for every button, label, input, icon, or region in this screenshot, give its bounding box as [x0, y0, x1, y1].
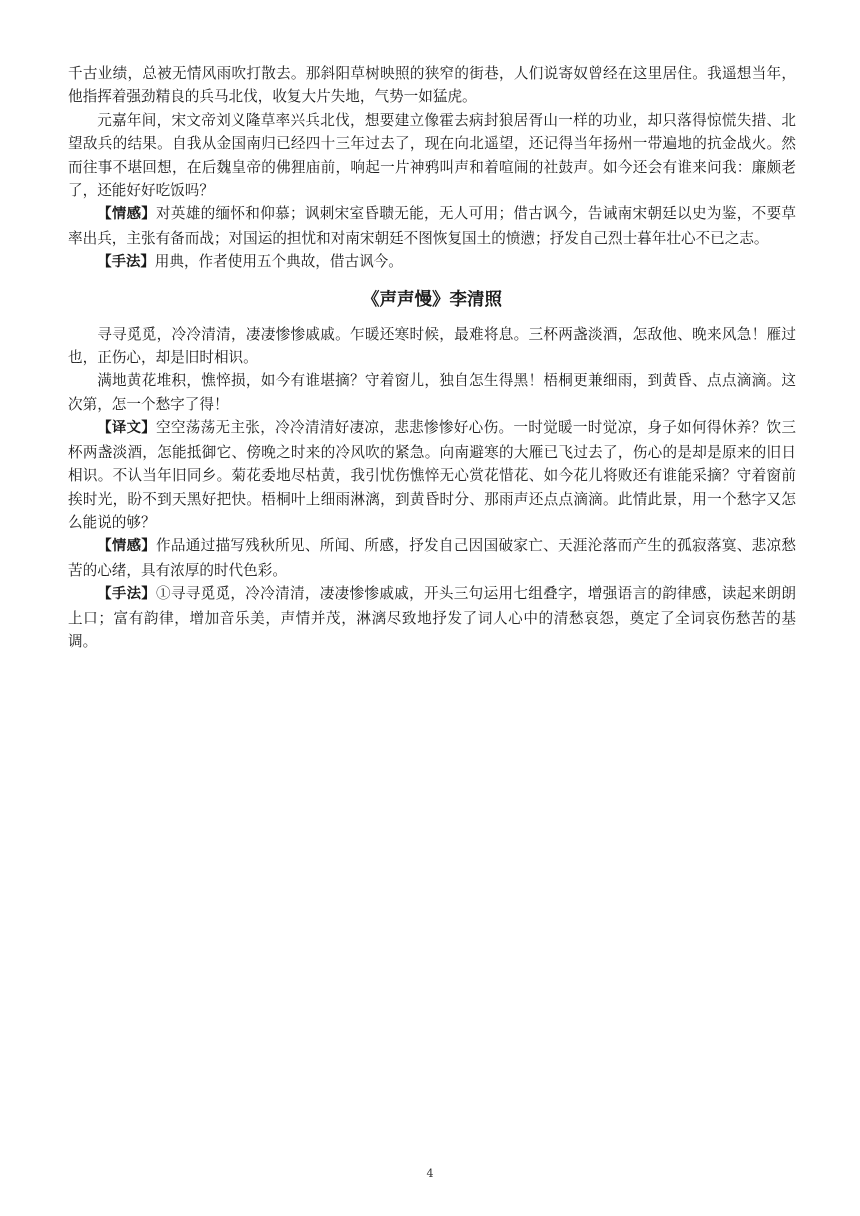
translation-paragraph: [68, 416, 796, 534]
paragraph-continued: 千古业绩，总被无情风雨吹打散去。那斜阳草树映照的狭窄的街巷，人们说寄奴曾经在这里居住。我遥想当年，他指挥着强劲精良的兵马北伐，收复大片失地，气势一如猛虎。: [68, 65, 796, 106]
technique-tag: 【手法】: [97, 586, 156, 603]
technique-paragraph-2: [68, 582, 796, 653]
technique-text: 用典，作者使用五个典故，借古讽今。: [154, 253, 403, 271]
poem-title: 《声声慢》李清照: [362, 289, 502, 310]
translation-text: 空空荡荡无主张，冷冷清清好凄凉，悲悲惨惨好心伤。一时觉暖一时觉凉，身子如何得休养？饮三杯两盏淡酒，怎能抵御它、傍晚之时来的冷风吹的紧急。向南避寒的大雁已飞过去了，伤心的是却是原来的旧日相识。不认当年旧同乡。菊花委地尽枯黄，我引忧伤憔悴无心赏花惜花、如今花儿将败还有谁能采摘？守着窗前挨时光，盼不到天黑好把快。梧桐叶上细雨淋漓，到黄昏时分、那雨声还点点滴滴。此情此景，用一个愁字又怎么能说的够？: [68, 419, 796, 531]
emotion-text: 作品通过描写残秋所见、所闻、所感，抒发自己因国破家亡、天涯沦落而产生的孤寂落寞、悲凉愁苦的心绪，具有浓厚的时代色彩。: [68, 537, 796, 579]
technique-tag: 【手法】: [97, 254, 155, 271]
emotion-tag: 【情感】: [97, 206, 156, 223]
technique-text: ①寻寻觅觅，冷冷清清，凄凄惨惨戚戚，开头三句运用七组叠字，增强语言的韵律感，读起来朗朗上口；富有韵律，增加音乐美，声情并茂，淋漓尽致地抒发了词人心中的清愁哀怨，奠定了全词哀伤愁苦的基调。: [68, 585, 796, 650]
emotion-text: 对英雄的缅怀和仰慕；讽刺宋室昏聩无能，无人可用；借古讽今，告诫南宋朝廷以史为鉴，不要草率出兵，主张有备而战；对国运的担忧和对南宋朝廷不图恢复国土的愤懑；抒发自己烈士暮年壮心不已之志。: [68, 205, 796, 247]
emotion-paragraph-1: [68, 202, 796, 250]
emotion-tag: 【情感】: [97, 538, 156, 555]
paragraph-translation-2: 元嘉年间，宋文帝刘义隆草率兴兵北伐，想要建立像霍去病封狼居胥山一样的功业，却只落得惊慌失措、北望敌兵的结果。自我从金国南归已经四十三年过去了，现在向北遥望，还记得当年扬州一带遍地的抗金战火。然而往事不堪回想，在后魏皇帝的佛狸庙前，响起一片神鸦叫声和着喧闹的社鼓声。如今还会有谁来问我：廉颇老了，还能好好吃饭吗？: [68, 111, 796, 200]
emotion-paragraph-2: [68, 534, 796, 582]
technique-paragraph-1: [68, 250, 796, 274]
poem-stanza-1: 寻寻觅觅，冷冷清清，凄凄惨惨戚戚。乍暖还寒时候，最难将息。三杯两盏淡酒，怎敌他、晚来风急！雁过也，正伤心，却是旧时相识。: [68, 325, 796, 367]
document-page: [68, 62, 796, 653]
translation-tag: 【译文】: [97, 420, 156, 437]
poem-stanza-2: 满地黄花堆积，憔悴损，如今有谁堪摘？守着窗儿，独自怎生得黑！梧桐更兼细雨，到黄昏、点点滴滴。这次第，怎一个愁字了得！: [68, 372, 796, 413]
page-number: 4: [426, 1167, 434, 1180]
